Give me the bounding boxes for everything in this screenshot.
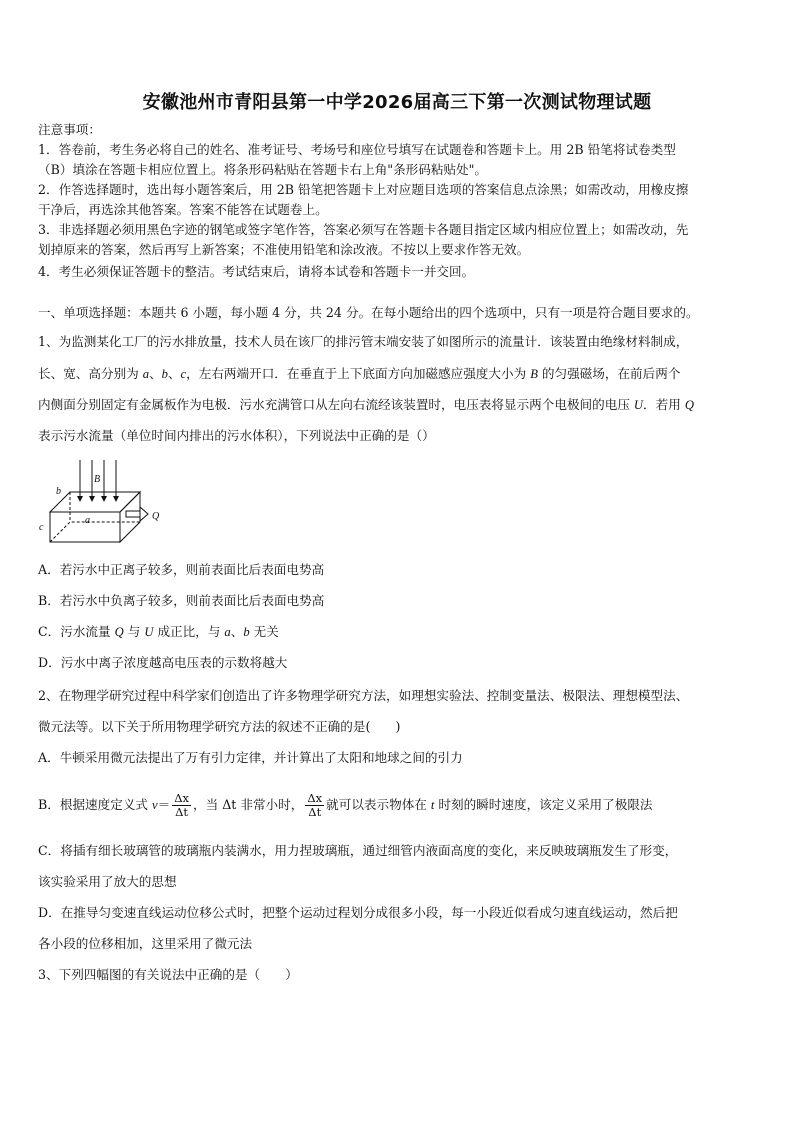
notice-line-1: 1．答卷前，考生务必将自己的姓名、准考证号、考场号和座位号填写在试题卷和答题卡上。用 2B 铅笔将试卷类型 (38, 142, 676, 157)
q2-var-dt: Δt (222, 797, 237, 812)
q1-option-c (38, 624, 279, 640)
q1-stem-line-4: 表示污水流量（单位时间内排出的污水体积），下列说法中正确的是（） (38, 428, 435, 443)
q2-option-d-line-1: D．在推导匀变速直线运动位移公式时，把整个运动过程划分成很多小段，每一小段近似看成匀速直线运动，然后把 (38, 905, 678, 920)
q1-sep: 、 (230, 624, 244, 639)
q1-var-U: U (144, 625, 154, 639)
q2-var-v: v (152, 798, 158, 812)
q2-var-t: t (430, 798, 435, 812)
figure-label-c: c (39, 522, 44, 533)
figure-label-b: b (56, 486, 61, 497)
q2-text: 就可以表示物体在 (326, 797, 431, 812)
fraction-dx-dt (172, 792, 191, 819)
q1-var-b: b (161, 367, 168, 381)
field-arrowhead-3 (101, 496, 107, 502)
q1-text: 内侧面分别固定有金属板作为电极．污水充满管口从左向右流经该装置时，电压表将显示两个电极间的电压 (38, 397, 634, 412)
q2-option-c-line-2: 该实验采用了放大的思想 (38, 874, 177, 889)
q1-sep: 、 (149, 366, 162, 381)
box-hidden-edges (50, 522, 140, 542)
box-top-face (50, 492, 140, 512)
q1-var-Q: Q (684, 398, 694, 412)
fraction-numerator: Δx (307, 791, 323, 805)
field-arrowhead-4 (113, 496, 119, 502)
fraction-dx-dt (305, 792, 324, 819)
field-arrowhead-1 (77, 496, 83, 502)
q1-stem-line-2 (38, 366, 680, 382)
q1-stem-line-3 (38, 397, 694, 413)
fraction-numerator: Δx (174, 791, 189, 805)
q1-option-d: D．污水中离子浓度越高电压表的示数将越大 (38, 655, 288, 670)
q1-text: 与 (123, 624, 145, 639)
fraction-denominator: Δt (308, 805, 322, 819)
page-title: 安徽池州市青阳县第一中学2026届高三下第一次测试物理试题 (142, 92, 652, 113)
q1-var-Q: Q (114, 625, 124, 639)
q1-text: 长、宽、高分别为 (38, 366, 143, 381)
section-heading: 一、单项选择题：本题共 6 小题，每小题 4 分，共 24 分。在每小题给出的四个选项中，只有一项是符合题目要求的。 (38, 305, 699, 320)
fraction-denominator: Δt (175, 805, 189, 819)
q2-option-c-line-1: C．将插有细长玻璃管的玻璃瓶内装满水，用力捏玻璃瓶，通过细管内液面高度的变化，来反映玻璃瓶发生了形变， (38, 843, 678, 858)
q1-option-a: A．若污水中正离子较多，则前表面比后表面电势高 (38, 562, 325, 577)
notice-line-5: 3．非选择题必须用黑色字迹的钢笔或签字笔作答，答案必须写在答题卡各题目指定区域内相应位置上；如需改动，先 (38, 222, 689, 237)
q2-stem-line-2: 微元法等。以下关于所用物理学研究方法的叙述不正确的是( ) (38, 719, 401, 734)
q1-var-c: c (180, 367, 187, 381)
q1-stem-line-1: 1、为监测某化工厂的污水排放量，技术人员在该厂的排污管末端安装了如图所示的流量计．该装置由绝缘材料制成， (38, 334, 689, 349)
q1-text: 的匀强磁场，在前后两个 (537, 366, 681, 381)
field-arrowhead-2 (89, 496, 95, 502)
flowmeter-figure (36, 456, 176, 551)
q1-var-B: B (530, 367, 538, 381)
notice-line-6: 划掉原来的答案，然后再写上新答案；不准使用铅笔和涂改液。不按以上要求作答无效。 (38, 242, 530, 257)
q1-var-a: a (142, 367, 150, 381)
q2-text: 时刻的瞬时速度，该定义采用了极限法 (434, 797, 653, 812)
notice-line-7: 4．考生必须保证答题卡的整洁。考试结束后，请将本试卷和答题卡一并交回。 (38, 264, 475, 279)
q2-option-d-line-2: 各小段的位移相加，这里采用了微元法 (38, 936, 253, 951)
q2-stem-line-1: 2、在物理学研究过程中科学家们创造出了许多物理学研究方法，如理想实验法、控制变量法、极限法、理想模型法、 (38, 688, 689, 703)
notice-heading: 注意事项： (38, 122, 101, 137)
outflow-arrow (126, 507, 148, 521)
q3-stem-line-1: 3、下列四幅图的有关说法中正确的是（ ） (38, 967, 298, 982)
q1-option-b: B．若污水中负离子较多，则前表面比后表面电势高 (38, 593, 325, 608)
q1-var-b: b (243, 625, 250, 639)
q2-text: B．根据速度定义式 (38, 797, 153, 812)
q1-text: 无关 (249, 624, 279, 639)
notice-line-3: 2．作答选择题时，选出每小题答案后，用 2B 铅笔把答题卡上对应题目选项的答案信息点涂黑；如需改动，用橡皮擦 (38, 182, 689, 197)
q2-option-a: A．牛顿采用微元法提出了万有引力定律，并计算出了太阳和地球之间的引力 (38, 750, 463, 765)
figure-label-a: a (85, 515, 90, 526)
q2-text: ，当 (193, 797, 223, 812)
q1-text: C．污水流量 (38, 624, 115, 639)
q2-text: 非常小时， (236, 797, 304, 812)
q1-sep: 、 (167, 366, 181, 381)
q1-text: ．若用 (643, 397, 685, 412)
notice-line-4: 干净后，再选涂其他答案。答案不能答在试题卷上。 (38, 202, 328, 217)
q1-var-a: a (224, 625, 231, 639)
figure-label-Q: Q (152, 511, 160, 522)
q1-var-U: U (633, 398, 644, 412)
q1-text: 成正比，与 (153, 624, 225, 639)
q2-option-b (38, 787, 653, 823)
q1-text: ，左右两端开口．在垂直于上下底面方向加磁感应强度大小为 (186, 366, 531, 381)
figure-label-B: B (94, 474, 101, 485)
q2-equals: ＝ (157, 797, 171, 812)
notice-line-2: （B）填涂在答题卡相应位置上。将条形码粘贴在答题卡右上角"条形码粘贴处"。 (38, 162, 488, 177)
